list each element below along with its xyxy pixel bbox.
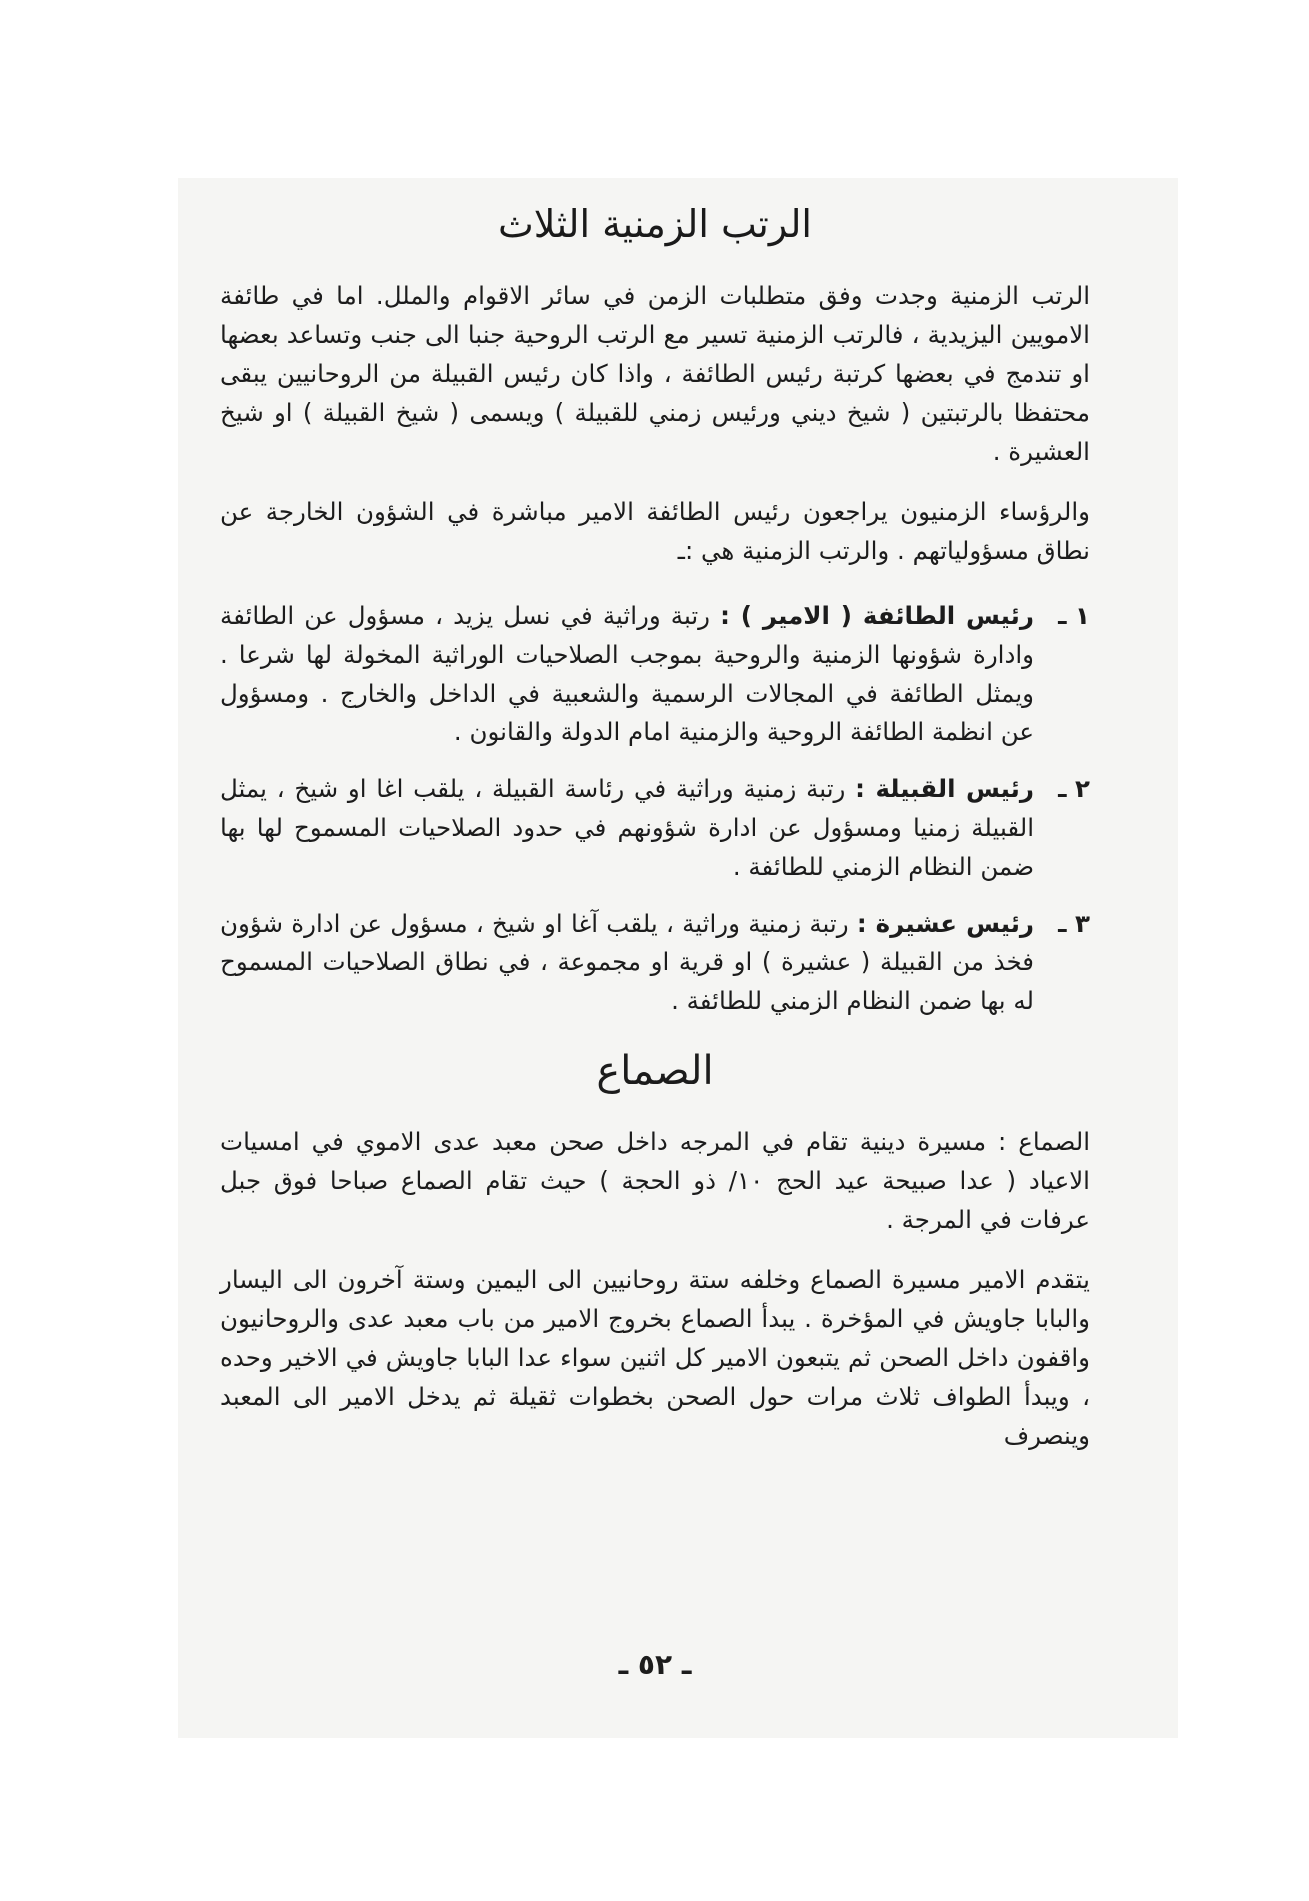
leaders-paragraph: والرؤساء الزمنيون يراجعون رئيس الطائفة الامير مباشرة في الشؤون الخارجة عن نطاق مسؤولياتهم . والرتب الزمنية هي :ـ — [220, 497, 1090, 566]
rank-item-emir — [220, 597, 1090, 752]
rank-item-clan-head — [220, 905, 1090, 1021]
rank-description: رتبة زمنية وراثية ، يلقب آغا او شيخ ، مسؤول عن ادارة شؤون فخذ من القبيلة ( عشيرة ) او قرية او مجموعة ، في نطاق الصلاحيات المسموح له بها ضمن النظام الزمني للطائفة . — [220, 908, 1034, 1016]
samaa-procession-paragraph: يتقدم الامير مسيرة الصماع وخلفه ستة روحانيين الى اليمين وستة آخرون الى اليسار والبابا جاويش في المؤخرة . يبدأ الصماع بخروج الامير من باب معبد عدى والروحانيون واقفون داخل الصحن ثم يتبعون الامير كل اثنين سواء عدا البابا جاويش في الاخير وحده ، ويبدأ الطواف ثلاث مرات حول الصحن بخطوات ثقيلة ثم يدخل الامير الى المعبد وينصرف — [220, 1265, 1090, 1450]
intro-paragraph: الرتب الزمنية وجدت وفق متطلبات الزمن في سائر الاقوام والملل. اما في طائفة الامويين اليزيدية ، فالرتب الزمنية تسير مع الرتب الروحية جنبا الى جنب وتساعد بعضها او تندمج في بعضها كرتبة رئيس الطائفة ، واذا كان رئيس القبيلة من الروحانيين يبقى محتفظا بالرتبتين ( شيخ ديني ورئيس زمني للقبيلة ) ويسمى ( شيخ القبيلة ) او شيخ العشيرة . — [220, 281, 1090, 466]
rank-item-tribe-head — [220, 770, 1090, 886]
ranks-list — [220, 597, 1090, 1021]
rank-term: رئيس عشيرة : — [856, 908, 1034, 938]
page-number: ـ ٥٢ ـ — [618, 1648, 692, 1681]
section-title-temporal-ranks: الرتب الزمنية الثلاث — [498, 202, 812, 246]
list-marker: ٣ ـ — [1058, 908, 1090, 938]
samaa-definition-paragraph: الصماع : مسيرة دينية تقام في المرجه داخل صحن معبد عدى الاموي في امسيات الاعياد ( عدا صبيحة عيد الحج ١٠/ ذو الحجة ) حيث تقام الصماع صباحا فوق جبل عرفات في المرجة . — [220, 1126, 1090, 1234]
section-title-samaa: الصماع — [596, 1047, 714, 1094]
list-marker: ١ ـ — [1058, 600, 1090, 630]
rank-description: رتبة زمنية وراثية في رئاسة القبيلة ، يلقب اغا او شيخ ، يمثل القبيلة زمنيا ومسؤول عن ادارة شؤونهم في حدود الصلاحيات المسموح لها بها ضمن النظام الزمني للطائفة . — [220, 774, 1034, 881]
rank-term: رئيس القبيلة : — [855, 774, 1034, 804]
rank-description: رتبة وراثية في نسل يزيد ، مسؤول عن الطائفة وادارة شؤونها الزمنية والروحية بموجب الصلاحيات الوراثية المخولة لها شرعا . ويمثل الطائفة في المجالات الرسمية والشعبية في الداخل والخارج . ومسؤول عن انظمة الطائفة الروحية والزمنية امام الدولة والقانون . — [220, 600, 1034, 747]
list-marker: ٢ ـ — [1058, 774, 1090, 804]
rank-term: رئيس الطائفة ( الامير ) : — [720, 600, 1034, 630]
document-body — [220, 200, 1090, 1455]
